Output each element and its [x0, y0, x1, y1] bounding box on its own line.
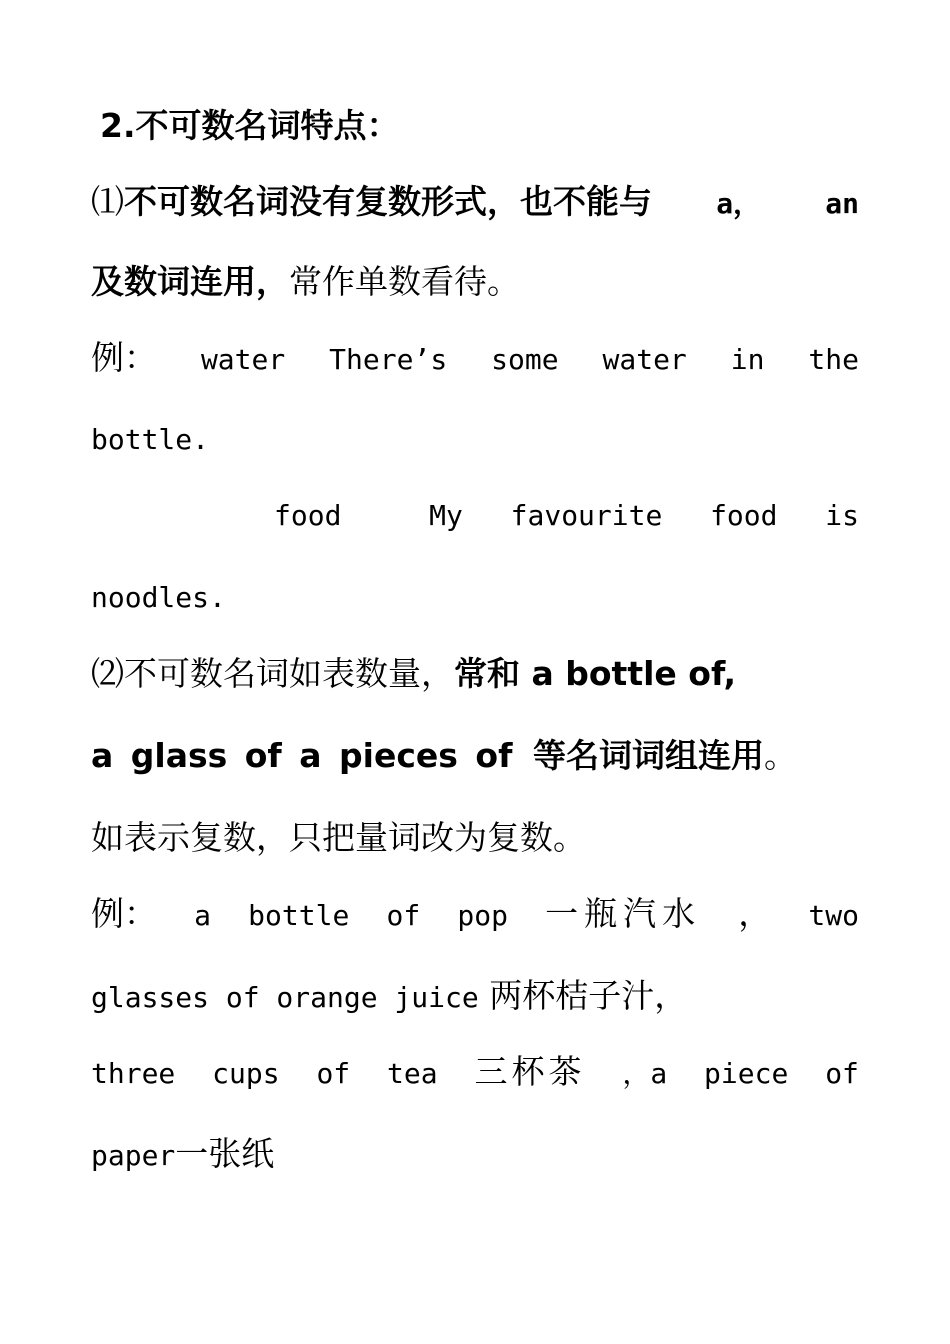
rule1-normal: 常作单数看待。: [289, 262, 520, 301]
example2-a3: of: [386, 899, 421, 932]
rule2-normal-c: 如表示复数，只把量词改为复数。: [91, 818, 586, 857]
rule1-text: [91, 182, 652, 222]
example1-word2: food: [274, 499, 342, 532]
rule2-bold-c: 等名词词组连用: [532, 736, 764, 775]
example2-c8: of: [825, 1057, 859, 1090]
example1-line4: [91, 578, 859, 618]
example2-a4: pop: [457, 899, 508, 932]
rule2-marker: ⑵: [91, 654, 124, 693]
example1-s2a: My: [429, 499, 463, 532]
rule2-normal-b: 。: [763, 736, 797, 775]
example2-c5: 三杯茶: [474, 1052, 586, 1091]
example1-line3: [274, 496, 859, 536]
example1-s2c: food: [710, 499, 778, 532]
example2-b2: 两杯桔子汁，: [489, 976, 688, 1015]
example1-line2: [91, 420, 859, 460]
example2-a6: ，: [738, 894, 772, 933]
example1-s2d: is: [825, 499, 859, 532]
example1-s2e: noodles.: [91, 581, 226, 614]
example2-c4: tea: [387, 1057, 438, 1090]
example1-s1b: some: [491, 343, 559, 376]
rule2-line2: [91, 736, 859, 776]
rule2-line1: [91, 654, 859, 694]
example2-line2: [91, 976, 859, 1018]
rule1-bold-d: 及数词连用，: [91, 262, 289, 301]
example1-s1f: bottle.: [91, 423, 210, 456]
example2-d2: 一张纸: [175, 1134, 275, 1173]
rule1-bold-b: a，: [716, 187, 762, 220]
heading-text: 2.不可数名词特点：: [100, 106, 400, 145]
example2-line4: [91, 1134, 859, 1176]
rule1-marker: ⑴: [91, 182, 124, 221]
example1-s1d: in: [730, 343, 765, 376]
rule2-bold-a: 常和 a bottle of,: [454, 654, 737, 693]
example2-label: 例：: [91, 894, 157, 933]
rule2-line3: [91, 818, 859, 858]
example2-line3: [91, 1052, 859, 1094]
example2-a2: bottle: [248, 899, 350, 932]
example2-c6: ，a: [622, 1057, 668, 1090]
example2-a1: a: [194, 899, 212, 932]
example2-c2: cups: [212, 1057, 280, 1090]
example1-line1: [91, 338, 859, 380]
example2-d1: paper: [91, 1139, 176, 1172]
rule1-bold-c: an: [825, 187, 859, 220]
example2-c1: three: [91, 1057, 176, 1090]
example1-s1a: There’s: [329, 343, 448, 376]
rule2-bold-b: a glass of a pieces of: [91, 736, 513, 775]
example1-s1e: the: [808, 343, 859, 376]
rule1-line1: [91, 182, 859, 224]
example2-c7: piece: [704, 1057, 789, 1090]
example1-word1: water: [200, 343, 286, 376]
section-heading: [100, 106, 868, 146]
example1-s2b: favourite: [510, 499, 663, 532]
rule1-bold-a: 不可数名词没有复数形式，也不能与: [124, 182, 652, 221]
example1-label: 例：: [91, 338, 157, 377]
rule2-normal-a: 不可数名词如表数量，: [124, 654, 454, 693]
example2-a7: two: [808, 899, 859, 932]
rule1-line2: [91, 262, 859, 302]
example2-c3: of: [316, 1057, 351, 1090]
example2-b1: glasses of orange juice: [91, 981, 479, 1014]
example2-a5: 一瓶汽水: [545, 894, 702, 933]
example2-line1: [91, 894, 859, 936]
example1-s1c: water: [602, 343, 687, 376]
